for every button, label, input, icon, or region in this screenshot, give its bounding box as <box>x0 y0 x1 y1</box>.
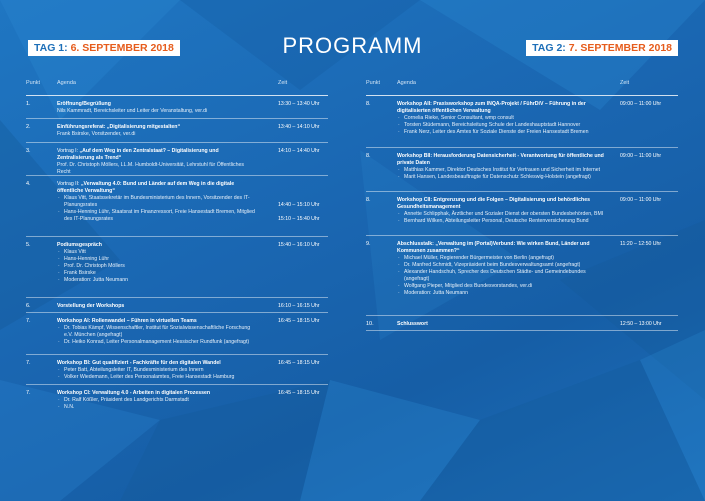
day1-schedule <box>26 80 328 415</box>
agenda-row: 8. Workshop AII: Praxisworkshop zum INQA-Projekt / FührDiV – Führung in der digitalisierten öffentlichen Verwaltung · Cornelia Rieke, Senior Consultant, wmp consult · Torsten Stüdemann, Bereichsleitung Schule der Landeshauptstadt Hannover · Frank Nerz, Leiter des Amtes für Soziale Dienste der Freien Hansestadt Bremen 09:00 – 11:00 Uhr <box>366 96 678 148</box>
agenda-row: 9. Abschlusstalk: „Verwaltung im (Portal)Verbund: Wie wirken Bund, Länder und Kommunen zusammen?“ · Michael Müller, Regierender Bürgermeister von Berlin (angefragt) · Dr. Manfred Schmidt, Vizepräsident beim Bundesverwaltungsamt (angefragt) · Alexander Handschuh, Sprecher des Deutschen Städte- und Gemeindebundes (angefragt) · Wolfgang Pieper, Mitglied des Bundesvorstandes, ver.di · Moderation: Jutta Neumann 11:20 – 12:50 Uhr <box>366 236 678 316</box>
day1-heading: TAG 1: 6. SEPTEMBER 2018 <box>28 40 180 56</box>
day1-table-header <box>26 80 328 92</box>
agenda-row: 7. Workshop AI: Rollenwandel – Führen in virtuellen Teams · Dr. Tobias Kämpf, Wissenschaftler, Institut für Sozialwissenschaftliche Forschung e.V. München (angefragt) · Dr. Heiko Konrad, Leiter Personalmanagement Hessischer Rundfunk (angefragt) 16:45 – 18:15 Uhr <box>26 313 328 355</box>
day2-date: 7. SEPTEMBER 2018 <box>568 42 672 54</box>
day2-schedule <box>366 80 678 331</box>
header-zeit: Zeit <box>278 80 288 86</box>
agenda-row: 8. Workshop BII: Herausforderung Datensicherheit - Verantwortung für öffentliche und private Daten · Matthias Kammer, Direktor Deutsches Institut für Vertrauen und Sicherheit im Internet · Marit Hansen, Landesbeauftragte für Datenschutz Schleswig-Holstein (angefragt) 09:00 – 11:00 Uhr <box>366 148 678 192</box>
agenda-row: 8. Workshop CII: Entgrenzung und die Folgen – Digitalisierung und behördliches Gesundheitsmanagement · Annette Schlipphak, Ärztlicher und Sozialer Dienst der obersten Bundesbehörden, BMI · Bernhard Wilken, Abteilungsleiter Personal, Deutsche Rentenversicherung Bund 09:00 – 11:00 Uhr <box>366 192 678 236</box>
agenda-row: 1. Eröffnung/Begrüßung Nils Kammradt, Bereichsleiter und Leiter der Veranstaltung, ver.di 13:30 – 13:40 Uhr <box>26 96 328 119</box>
agenda-row: 10. Schlusswort 12:50 – 13:00 Uhr <box>366 316 678 331</box>
agenda-row: 5. Podiumsgespräch · Klaus Vitt · Hans-Henning Lühr · Prof. Dr. Christoph Möllers · Frank Bsirske · Moderation: Jutta Neumann 15:40 – 16:10 Uhr <box>26 237 328 298</box>
header-punkt: Punkt <box>26 80 41 86</box>
header-zeit: Zeit <box>620 80 630 86</box>
agenda-row: 7. Workshop BI: Gut qualifiziert - Fachkräfte für den digitalen Wandel · Peter Batt, Abteilungsleiter IT, Bundesministerium des Innern · Volker Wiedemann, Leiter des Personalamtes, Freie Hansestadt Hamburg 16:45 – 18:15 Uhr <box>26 355 328 385</box>
day2-heading: TAG 2: 7. SEPTEMBER 2018 <box>526 40 678 56</box>
agenda-row: 7. Workshop CI: Verwaltung 4.0 - Arbeiten in digitalen Prozessen · Dr. Ralf Kößler, Präsident des Landgerichts Darmstadt · N.N. 16:45 – 18:15 Uhr <box>26 385 328 415</box>
page-title: PROGRAMM <box>282 33 423 58</box>
day1-date: 6. SEPTEMBER 2018 <box>70 42 174 54</box>
agenda-row: 3. Vortrag I: „Auf dem Weg in den Zentralstaat? – Digitalisierung und Zentralisierung als Trend“ Prof. Dr. Christoph Möllers, LL.M. Humboldt-Universität, Lehrstuhl für Öffentliches Recht 14:10 – 14:40 Uhr <box>26 143 328 176</box>
agenda-row: 6. Vorstellung der Workshops 16:10 – 16:15 Uhr <box>26 298 328 313</box>
day2-table-header <box>366 80 678 92</box>
header-agenda: Agenda <box>57 80 76 86</box>
header-agenda: Agenda <box>397 80 416 86</box>
agenda-row: 4. Vortrag II: „Verwaltung 4.0: Bund und Länder auf dem Weg in die digitale öffentliche Verwaltung“ · Klaus Vitt, Staatssekretär im Bundesministerium des Innern, Vorsitzender des IT-Planungsrates · Hans-Henning Lühr, Staatsrat im Finanzressort, Freie Hansestadt Bremen, Mitglied des IT-Planungsrates 14:40 – 15:10 Uhr 15:10 – 15:40 Uhr <box>26 176 328 237</box>
agenda-row: 2. Einführungsreferat: „Digitalisierung mitgestalten“ Frank Bsirske, Vorsitzender, ver.di 13:40 – 14:10 Uhr <box>26 119 328 143</box>
header-punkt: Punkt <box>366 80 381 86</box>
